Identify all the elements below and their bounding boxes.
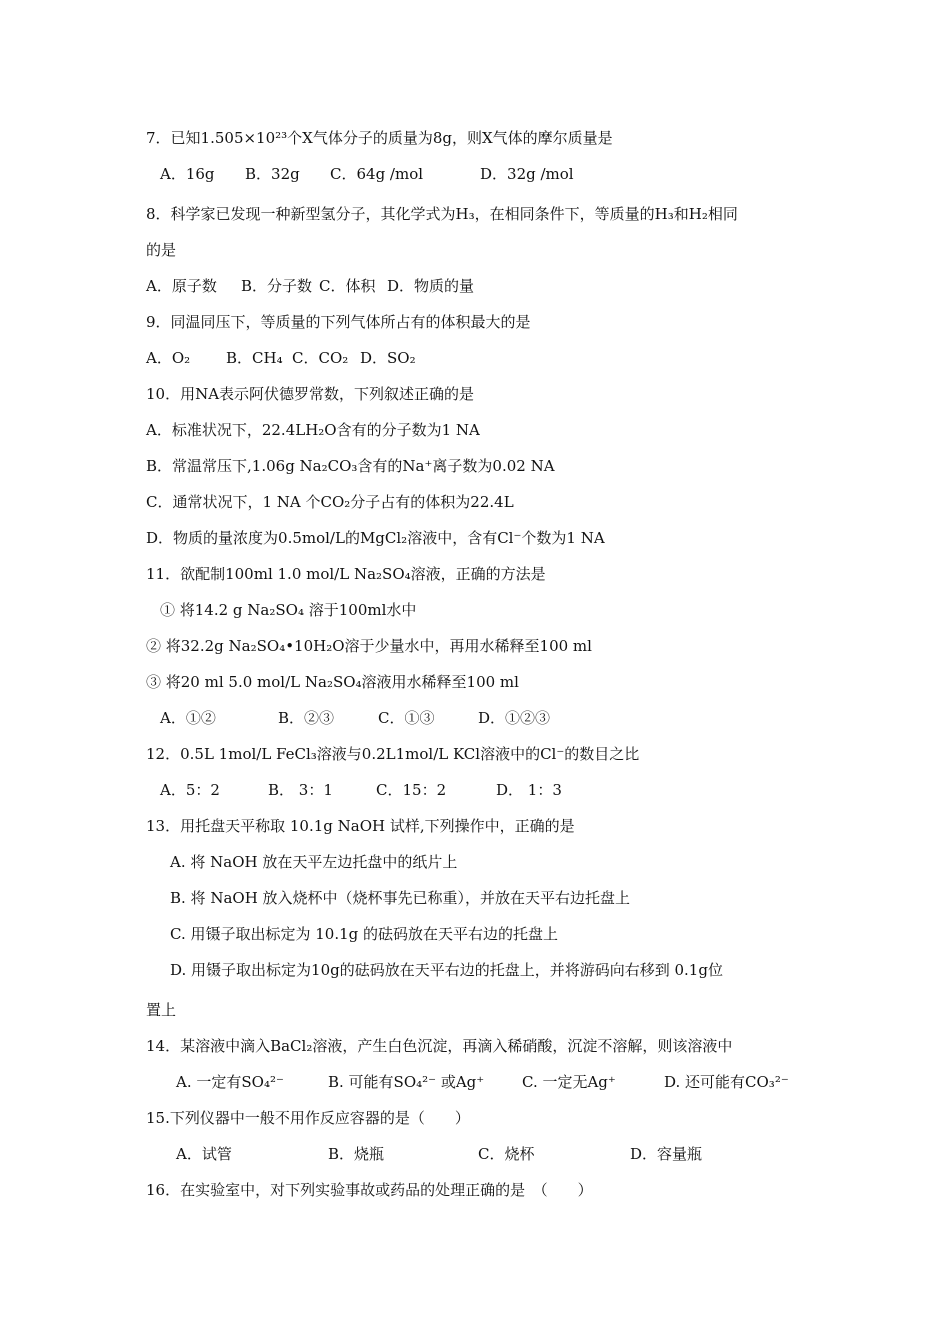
q11-method-3: ③ 将20 ml 5.0 mol/L Na₂SO₄溶液用水稀释至100 ml [146,673,519,691]
q7-option-b: B．32g [245,165,300,183]
q7-option-d: D．32g /mol [480,165,574,183]
question-7-stem: 7．已知1.505×10²³个X气体分子的质量为8g，则X气体的摩尔质量是 [146,129,613,147]
q13-option-c: C. 用镊子取出标定为 10.1g 的砝码放在天平右边的托盘上 [170,925,559,943]
question-8-options [146,276,474,296]
q10-option-c: C．通常状况下，1 NA 个CO₂分子占有的体积为22.4L [146,493,514,511]
question-8-stem-cont: 的是 [146,241,177,259]
question-9-options [146,348,416,368]
q14-option-b: B. 可能有SO₄²⁻ 或Ag⁺ [328,1073,485,1091]
q15-option-d: D．容量瓶 [630,1145,703,1163]
question-15-stem: 15.下列仪器中一般不用作反应容器的是（ ） [146,1109,470,1127]
q8-option-b: B．分子数 [241,277,313,295]
question-14-stem: 14．某溶液中滴入BaCl₂溶液，产生白色沉淀，再滴入稀硝酸，沉淀不溶解，则该溶液中 [146,1037,733,1055]
q11-option-c: C．①③ [378,709,435,727]
q12-option-d: D． 1：3 [496,781,562,799]
question-11-stem: 11．欲配制100ml 1.0 mol/L Na₂SO₄溶液，正确的方法是 [146,565,546,583]
question-12-stem: 12．0.5L 1mol/L FeCl₃溶液与0.2L1mol/L KCl溶液中的Cl⁻的数目之比 [146,745,640,763]
q13-option-b: B. 将 NaOH 放入烧杯中（烧杯事先已称重），并放在天平右边托盘上 [170,889,631,907]
question-11-options [160,708,550,728]
q15-option-b: B．烧瓶 [328,1145,385,1163]
q13-option-d-cont: 置上 [146,1001,177,1019]
q11-option-d: D．①②③ [478,709,551,727]
q12-option-c: C．15：2 [376,781,447,799]
q13-option-d: D. 用镊子取出标定为10g的砝码放在天平右边的托盘上，并将游码向右移到 0.1g位 [170,961,723,979]
q15-option-a: A．试管 [176,1145,232,1163]
q8-option-c: C．体积 [319,277,376,295]
q8-option-a: A．原子数 [146,277,217,295]
q10-option-a: A．标准状况下，22.4LH₂O含有的分子数为1 NA [146,421,480,439]
q11-method-2: ② 将32.2g Na₂SO₄•10H₂O溶于少量水中，再用水稀释至100 ml [146,637,592,655]
question-8-stem: 8．科学家已发现一种新型氢分子，其化学式为H₃，在相同条件下，等质量的H₃和H₂相同 [146,205,738,223]
question-9-stem: 9．同温同压下，等质量的下列气体所占有的体积最大的是 [146,313,531,331]
question-10-stem: 10．用NA表示阿伏德罗常数，下列叙述正确的是 [146,385,475,403]
q10-option-b: B．常温常压下,1.06g Na₂CO₃含有的Na⁺离子数为0.02 NA [146,457,555,475]
question-14-options [176,1072,789,1092]
q11-option-a: A．①② [160,709,216,727]
q11-method-1: ① 将14.2 g Na₂SO₄ 溶于100ml水中 [160,601,417,619]
q12-option-a: A．5：2 [160,781,220,799]
q12-option-b: B． 3：1 [268,781,333,799]
q9-option-a: A．O₂ [146,349,191,367]
question-16-stem: 16．在实验室中，对下列实验事故或药品的处理正确的是 （ ） [146,1181,593,1199]
q14-option-c: C. 一定无Ag⁺ [522,1073,616,1091]
q10-option-d: D．物质的量浓度为0.5mol/L的MgCl₂溶液中，含有Cl⁻个数为1 NA [146,529,605,547]
q14-option-d: D. 还可能有CO₃²⁻ [664,1073,789,1091]
q7-option-a: A．16g [160,165,215,183]
q9-option-b: B．CH₄ [226,349,283,367]
q7-option-c: C．64g /mol [330,165,424,183]
question-12-options [160,780,562,800]
q9-option-c: C．CO₂ [292,349,349,367]
question-15-options [176,1144,702,1164]
question-13-stem: 13．用托盘天平称取 10.1g NaOH 试样,下列操作中，正确的是 [146,817,575,835]
q13-option-a: A. 将 NaOH 放在天平左边托盘中的纸片上 [170,853,458,871]
question-7-options [160,164,574,184]
q9-option-d: D．SO₂ [360,349,416,367]
q8-option-d: D．物质的量 [387,277,475,295]
q14-option-a: A. 一定有SO₄²⁻ [176,1073,284,1091]
q15-option-c: C．烧杯 [478,1145,535,1163]
q11-option-b: B．②③ [278,709,335,727]
